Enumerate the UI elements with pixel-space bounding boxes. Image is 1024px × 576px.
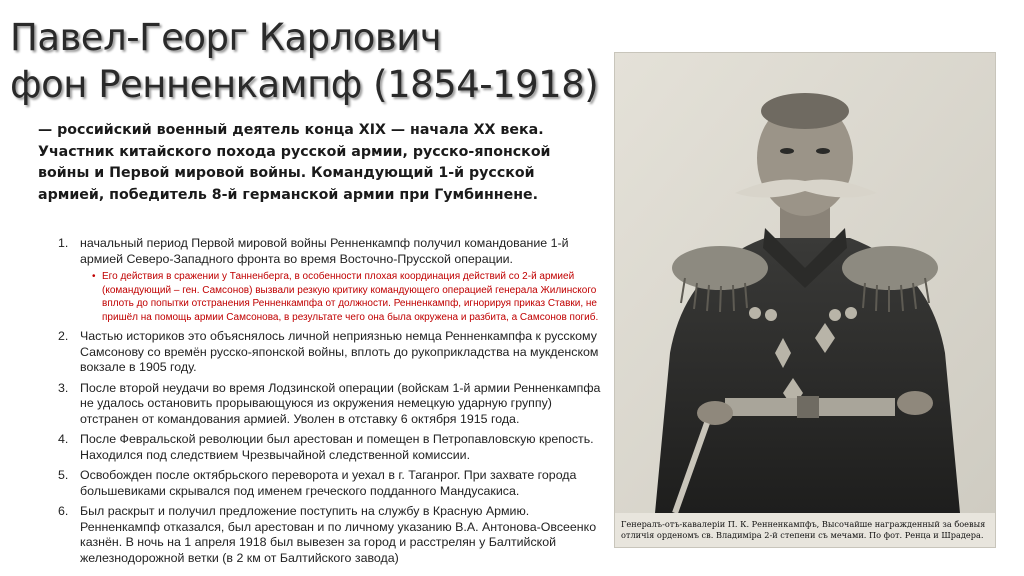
list-item [58,468,606,499]
slide-title [10,14,599,108]
sub-list [80,270,606,324]
list-item-text: Освобожден после октябрьского переворота и уехал в г. Таганрог. При захвате города большевиками скрывался под именем греческого подданного Мандусакиса. [80,468,577,498]
list-item-text: начальный период Первой мировой войны Ренненкампф получил командование 1-й армией Северо-Западного фронта во время Восточно-Прусской операции. [80,236,569,266]
bullet-icon: • [92,271,96,282]
list-item [58,329,606,376]
list-number: 6. [58,504,69,519]
title-line-2: фон Ренненкампф (1854-1918) [10,63,599,106]
list-number: 2. [58,329,69,344]
portrait-illustration [615,53,995,547]
photo-caption: Генералъ-отъ-кавалеріи П. К. Ренненкампфъ, Высочайше награжденный за боевыя отличія орденомъ св. Владиміра 2-й степени съ мечами. По фот. Ренца и Шрадера. [621,519,986,540]
title-line-1: Павел-Георг Карлович [10,16,442,59]
list-item-text: После Февральской революции был арестован и помещен в Петропавловскую крепость. Находился под следствием Чрезвычайной следственной комиссии. [80,432,594,462]
portrait-photo [614,52,996,548]
list-item-text: После второй неудачи во время Лодзинской операции (войскам 1-й армии Ренненкампфа не удалось остановить прорывающуюся из окружения немецкую ударную группу) отстранен от командования армией. Уволен в отставку 6 октября 1915 года. [80,380,601,426]
list-item-text: Был раскрыт и получил предложение поступить на службу в Красную Армию. Ренненкампф отказался, был арестован и по личному указанию В.А. Антонова-Овсеенко казнён. В ночь на 1 апреля 1918 был вывезен за город и расстрелян у Балтийской железнодорожной ветки (в 2 км от Балтийского завода) [80,504,597,565]
list-number: 3. [58,380,69,395]
list-item-text: Частью историков это объяснялось личной неприязнью немца Ренненкампфа к русскому Самсонову со времён русско-японской войны, вплоть до рукоприкладства на мукденском вокзале в 1905 году. [80,329,599,375]
list-item [58,236,606,324]
list-item [58,504,606,566]
list-item [58,432,606,463]
list-number: 4. [58,432,69,447]
list-number: 5. [58,468,69,483]
sub-list-item-text: Его действия в сражении у Танненберга, в особенности плохая координация действий со 2-й армией (командующий – ген. Самсонов) вызвали резкую критику командующего операцией генерала Жилинского вплоть до попытки отстранения Ренненкампфа от должности. Ренненкампф, игнорируя приказ Ставки, не пришёл на помощь армии Самсонова, в результате чего она была окружена и разбита, а Самсонов погиб. [102,271,599,323]
biography-list [58,236,606,571]
sub-list-item [92,270,606,324]
intro-paragraph: — российский военный деятель конца XIX — начала XX века. Участник китайского похода русской армии, русско-японской войны и Первой мировой войны. Командующий 1-й русской армией, победитель 8-й германской армии при Гумбиннене. [38,122,551,203]
list-number: 1. [58,236,69,250]
list-item [58,381,606,428]
